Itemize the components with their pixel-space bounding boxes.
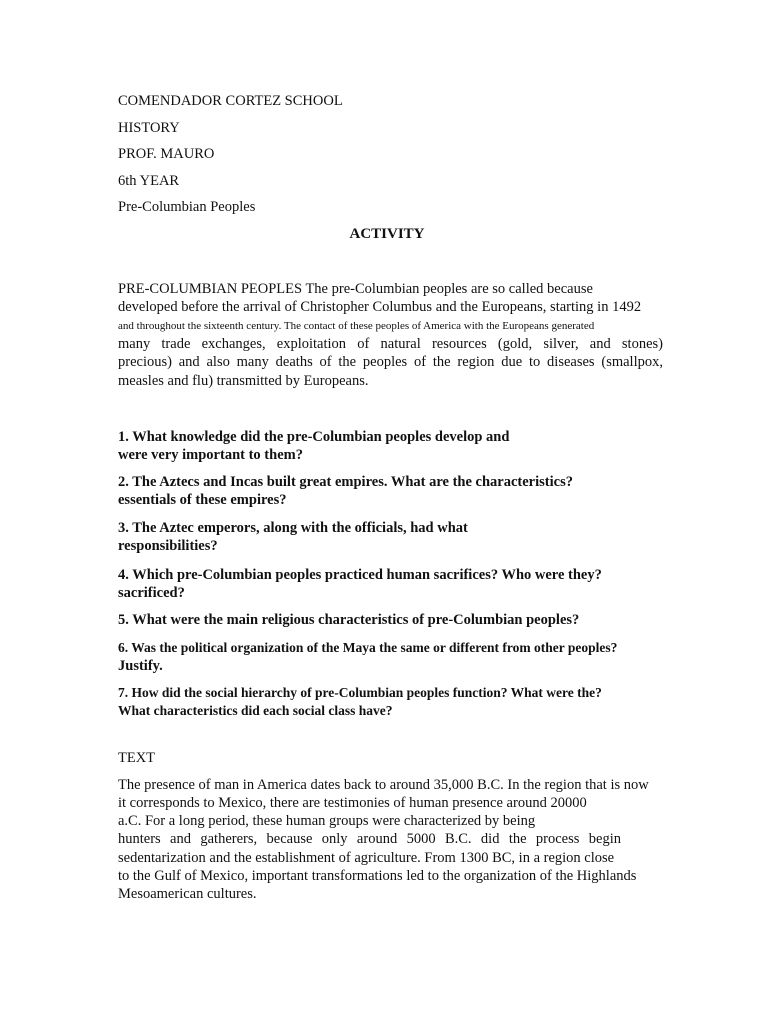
- intro-line: PRE-COLUMBIAN PEOPLES The pre-Columbian peoples are so called because: [118, 281, 593, 297]
- school-year: 6th YEAR: [118, 173, 180, 189]
- question-5: 5. What were the main religious characteristics of pre-Columbian peoples?: [118, 612, 580, 628]
- topic-label: Pre-Columbian Peoples: [118, 199, 256, 215]
- text-line: to the Gulf of Mexico, important transformations led to the organization of the Highlands: [118, 868, 637, 884]
- text-heading: TEXT: [118, 750, 156, 766]
- subject-label: HISTORY: [118, 120, 180, 136]
- intro-line: and throughout the sixteenth century. The contact of these peoples of America with the Europeans generated: [118, 320, 595, 332]
- question-4: 4. Which pre-Columbian peoples practiced human sacrifices? Who were they?: [118, 567, 602, 583]
- text-line: Mesoamerican cultures.: [118, 886, 257, 902]
- question-6-cont: Justify.: [118, 658, 163, 674]
- intro-line: measles and flu) transmitted by Europeans.: [118, 373, 369, 389]
- question-1: 1. What knowledge did the pre-Columbian peoples develop and: [118, 429, 510, 445]
- question-2-cont: essentials of these empires?: [118, 492, 287, 508]
- intro-line: many trade exchanges, exploitation of natural resources (gold, silver, and stones): [118, 336, 663, 352]
- text-line: hunters and gatherers, because only around 5000 B.C. did the process begin: [118, 831, 621, 847]
- text-line: sedentarization and the establishment of agriculture. From 1300 BC, in a region close: [118, 850, 615, 866]
- question-3: 3. The Aztec emperors, along with the officials, had what: [118, 520, 468, 536]
- text-line: a.C. For a long period, these human groups were characterized by being: [118, 813, 536, 829]
- question-3-cont: responsibilities?: [118, 538, 218, 554]
- question-7-cont: What characteristics did each social class have?: [118, 703, 393, 718]
- question-2: 2. The Aztecs and Incas built great empires. What are the characteristics?: [118, 474, 573, 490]
- teacher-name: PROF. MAURO: [118, 146, 215, 162]
- question-4-cont: sacrificed?: [118, 585, 185, 601]
- question-1-cont: were very important to them?: [118, 447, 303, 463]
- activity-title: ACTIVITY: [349, 226, 425, 242]
- text-line: The presence of man in America dates back to around 35,000 B.C. In the region that is now: [118, 777, 649, 793]
- text-line: it corresponds to Mexico, there are testimonies of human presence around 20000: [118, 795, 587, 811]
- school-name: COMENDADOR CORTEZ SCHOOL: [118, 93, 343, 109]
- intro-line: developed before the arrival of Christopher Columbus and the Europeans, starting in 1492: [118, 299, 642, 315]
- question-7: 7. How did the social hierarchy of pre-Columbian peoples function? What were the?: [118, 685, 602, 700]
- intro-line: precious) and also many deaths of the peoples of the region due to diseases (smallpox,: [118, 354, 663, 370]
- question-6: 6. Was the political organization of the Maya the same or different from other peoples?: [118, 640, 618, 655]
